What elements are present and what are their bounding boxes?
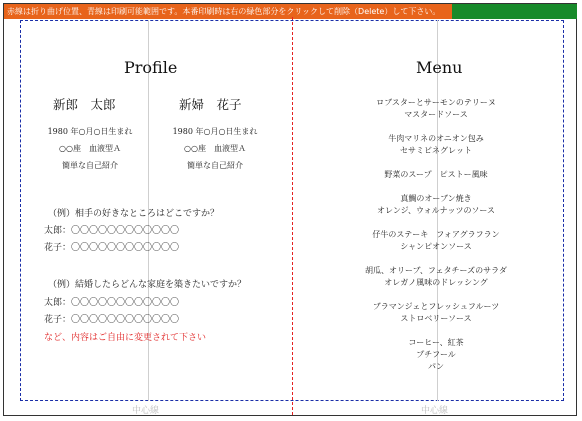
question-2: （例）結婚したらどんな家庭を築きたいですか？ bbox=[48, 280, 247, 290]
groom-birth: 1980 年○月○日生まれ bbox=[47, 127, 133, 136]
groom-intro: 簡単な自己紹介 bbox=[62, 161, 118, 170]
bride-sign: ○○座 血液型Ａ bbox=[184, 144, 246, 153]
menu-course-1-detail: マスタードソース bbox=[404, 110, 468, 119]
profile-title: Profile bbox=[124, 58, 178, 77]
answer-2-hanako: 花子：〇〇〇〇〇〇〇〇〇〇〇〇 bbox=[44, 315, 180, 325]
menu-course-6 bbox=[320, 265, 552, 289]
groom-name: 新郎 太郎 bbox=[53, 97, 116, 112]
menu-course-3 bbox=[320, 169, 552, 181]
menu-course-2-detail: セサミビネグレット bbox=[400, 146, 472, 155]
edit-note: など、内容はご自由に変更されて下さい bbox=[44, 333, 207, 343]
right-center-label: 中心線 bbox=[421, 406, 449, 416]
left-center-label: 中心線 bbox=[132, 406, 160, 416]
menu-title: Menu bbox=[416, 58, 463, 77]
bride-intro: 簡単な自己紹介 bbox=[187, 161, 243, 170]
menu-course-2-name: 牛肉マリネのオニオン包み bbox=[388, 134, 484, 143]
menu-course-1-name: ロブスターとサーモンのテリーヌ bbox=[376, 98, 496, 107]
answer-2-taro: 太郎：〇〇〇〇〇〇〇〇〇〇〇〇 bbox=[44, 298, 180, 308]
menu-course-4-name: 真鯛のオーブン焼き bbox=[400, 194, 472, 203]
menu-course-5-detail: シャンピオンソース bbox=[400, 242, 472, 251]
fold-line bbox=[292, 17, 293, 415]
menu-course-4-detail: オレンジ、ウォルナッツのソース bbox=[377, 206, 495, 215]
bride-name: 新婦 花子 bbox=[179, 97, 242, 112]
menu-course-6-detail: オレガノ風味のドレッシング bbox=[384, 278, 488, 287]
delete-guide-bar[interactable] bbox=[4, 4, 577, 19]
guide-notice: 赤線は折り曲げ位置、青線は印刷可能範囲です。本番印刷時は右の緑色部分をクリックして削除（Delete）して下さい。 bbox=[4, 4, 452, 19]
menu-course-5-name: 仔牛のステーキ フォアグラフラン bbox=[372, 230, 500, 239]
menu-course-5 bbox=[320, 229, 552, 253]
question-1: （例）相手の好きなところはどこですか？ bbox=[48, 209, 220, 219]
menu-course-2 bbox=[320, 133, 552, 157]
answer-1-taro: 太郎：〇〇〇〇〇〇〇〇〇〇〇〇 bbox=[44, 226, 180, 236]
menu-course-7-name: ブラマンジェとフレッシュフルーツ bbox=[372, 302, 500, 311]
menu-course-7-detail: ストロベリーソース bbox=[400, 314, 472, 323]
answer-1-hanako: 花子：〇〇〇〇〇〇〇〇〇〇〇〇 bbox=[44, 243, 180, 253]
menu-course-8 bbox=[320, 337, 552, 373]
menu-course-6-name: 胡瓜、オリーブ、フェタチーズのサラダ bbox=[364, 266, 508, 275]
menu-course-8-extra: パン bbox=[428, 362, 444, 371]
menu-course-4 bbox=[320, 193, 552, 217]
menu-course-1 bbox=[320, 97, 552, 121]
bride-birth: 1980 年○月○日生まれ bbox=[172, 127, 258, 136]
menu-course-3-name: 野菜のスープ ピストー風味 bbox=[384, 170, 488, 179]
menu-course-8-detail: プチフール bbox=[416, 350, 456, 359]
groom-sign: ○○座 血液型Ａ bbox=[59, 144, 121, 153]
menu-course-7 bbox=[320, 301, 552, 325]
menu-course-8-name: コーヒー、紅茶 bbox=[408, 338, 464, 347]
